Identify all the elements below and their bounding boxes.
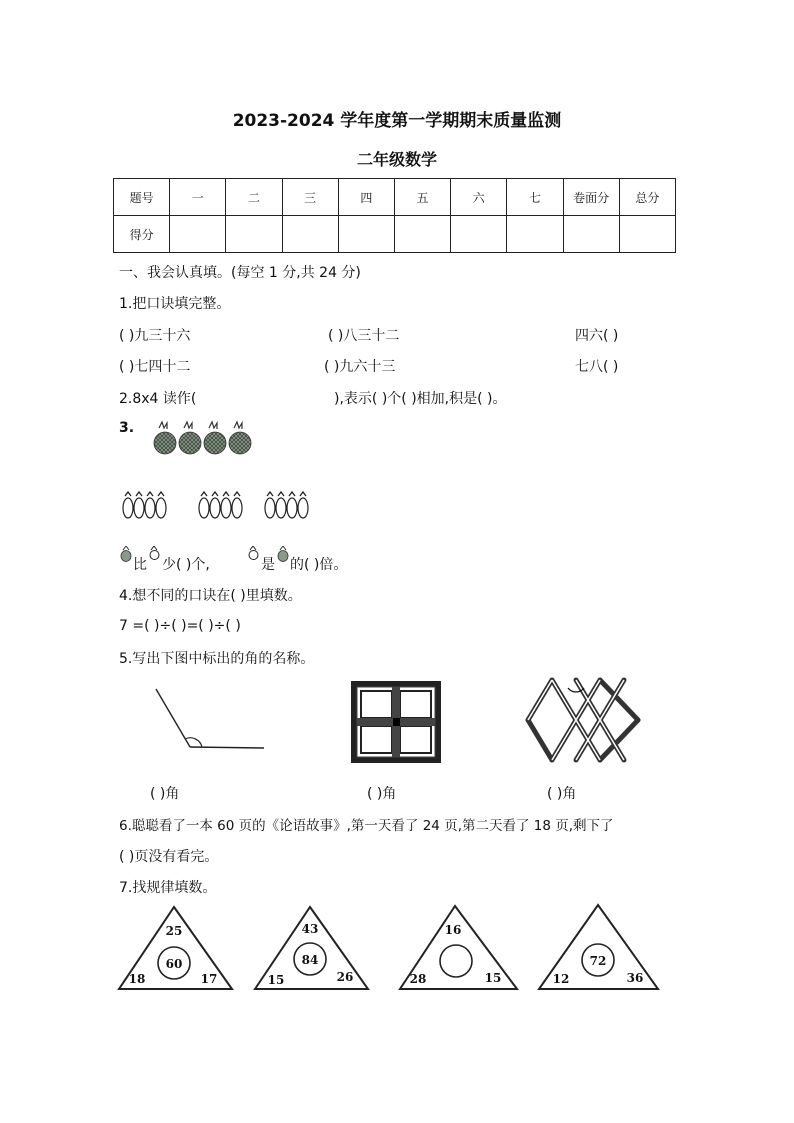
question-3-label: 3.: [119, 420, 135, 436]
score-table: [113, 178, 676, 253]
pineapple-icon: [154, 422, 176, 454]
question-2-part1: 2.8x4 读作(: [119, 391, 197, 407]
triangle-puzzle-3: [400, 906, 517, 989]
question-4-label: 4.想不同的口诀在( )里填数。: [119, 588, 302, 604]
triangle-right-number: 15: [484, 971, 502, 985]
score-entry-cell[interactable]: [451, 216, 507, 253]
table-cell: 六: [451, 179, 507, 216]
table-cell: 得分: [114, 216, 170, 253]
triangle-center-number: 60: [165, 957, 183, 971]
question-1-label: 1.把口诀填完整。: [119, 296, 231, 312]
table-cell: 三: [282, 179, 338, 216]
q1-blank-6[interactable]: 七八( ): [575, 359, 619, 375]
fruit-group-2: [199, 492, 242, 518]
triangle-center-number: 72: [589, 954, 607, 968]
q5-blank-2[interactable]: ( )角: [367, 786, 397, 802]
table-cell: 二: [226, 179, 282, 216]
page-title: 2023-2024 学年度第一学期期末质量监测: [232, 111, 562, 131]
table-cell: 卷面分: [563, 179, 619, 216]
q1-blank-1[interactable]: ( )九三十六: [119, 328, 191, 344]
table-cell: 四: [338, 179, 394, 216]
table-row: [114, 179, 676, 216]
q1-blank-4[interactable]: ( )七四十二: [119, 359, 191, 375]
q4-expression[interactable]: 7 =( )÷( )=( )÷( ): [119, 618, 241, 634]
score-entry-cell[interactable]: [282, 216, 338, 253]
score-entry-cell[interactable]: [563, 216, 619, 253]
table-cell: 总分: [619, 179, 675, 216]
page-subtitle: 二年级数学: [356, 150, 437, 169]
triangle-top-number: 43: [301, 922, 319, 936]
q3-blank-2[interactable]: 的( )倍。: [290, 557, 348, 573]
scissor-gate-figure: [520, 672, 645, 768]
q6-blank[interactable]: ( )页没有看完。: [119, 849, 219, 865]
missing-number-circle[interactable]: [440, 945, 472, 977]
score-entry-cell[interactable]: [170, 216, 226, 253]
q1-blank-3[interactable]: 四六( ): [575, 328, 619, 344]
triangle-top-number: 25: [165, 924, 183, 938]
triangle-puzzle-1: [119, 907, 232, 989]
q1-blank-5[interactable]: ( )九六十三: [324, 359, 396, 375]
q1-blank-2[interactable]: ( )八三十二: [328, 328, 400, 344]
question-5-label: 5.写出下图中标出的角的名称。: [119, 651, 315, 667]
fruit-groups: [118, 490, 323, 520]
angle-figure-obtuse: [150, 685, 268, 755]
fruit-group-3: [265, 492, 308, 518]
triangle-left-number: 15: [267, 973, 285, 987]
triangle-puzzle-4: [539, 905, 658, 989]
window-frame-figure: [350, 680, 442, 764]
q3-blank-1[interactable]: 少( )个,: [162, 557, 210, 573]
q5-blank-3[interactable]: ( )角: [547, 786, 577, 802]
table-cell: 一: [170, 179, 226, 216]
section-heading: 一、我会认真填。(每空 1 分,共 24 分): [119, 265, 361, 281]
question-6-text: 6.聪聪看了一本 60 页的《论语故事》,第一天看了 24 页,第二天看了 18 页,剩下了: [119, 818, 614, 834]
pineapple-icon: [179, 422, 201, 454]
table-cell: 题号: [114, 179, 170, 216]
fruit-group-1: [123, 492, 166, 518]
triangle-left-number: 28: [409, 972, 427, 986]
question-7-label: 7.找规律填数。: [119, 880, 217, 896]
fruit-small-icon: [247, 546, 260, 560]
triangle-puzzle-2: [255, 907, 368, 989]
score-entry-cell[interactable]: [226, 216, 282, 253]
triangle-left-number: 18: [128, 972, 146, 986]
table-cell: 七: [507, 179, 563, 216]
question-2-part2: ),表示( )个( )相加,积是( )。: [334, 391, 507, 407]
q3-text-bi: 比: [133, 557, 147, 573]
triangle-right-number: 26: [336, 970, 354, 984]
pineapple-row: [150, 420, 260, 458]
triangle-left-number: 12: [552, 972, 570, 986]
score-entry-cell[interactable]: [338, 216, 394, 253]
q5-blank-1[interactable]: ( )角: [150, 786, 180, 802]
number-triangles: [115, 903, 665, 995]
score-entry-cell[interactable]: [619, 216, 675, 253]
triangle-right-number: 17: [200, 972, 218, 986]
table-row: [114, 216, 676, 253]
q3-text-shi: 是: [261, 557, 275, 573]
triangle-top-number: 16: [444, 923, 462, 937]
triangle-center-number: 84: [301, 953, 319, 967]
pineapple-icon: [229, 422, 251, 454]
table-cell: 五: [394, 179, 450, 216]
score-entry-cell[interactable]: [507, 216, 563, 253]
pineapple-small-icon: [276, 546, 290, 562]
fruit-small-icon: [148, 546, 161, 560]
score-entry-cell[interactable]: [394, 216, 450, 253]
triangle-right-number: 36: [626, 971, 644, 985]
pineapple-icon: [204, 422, 226, 454]
pineapple-small-icon: [119, 546, 133, 562]
